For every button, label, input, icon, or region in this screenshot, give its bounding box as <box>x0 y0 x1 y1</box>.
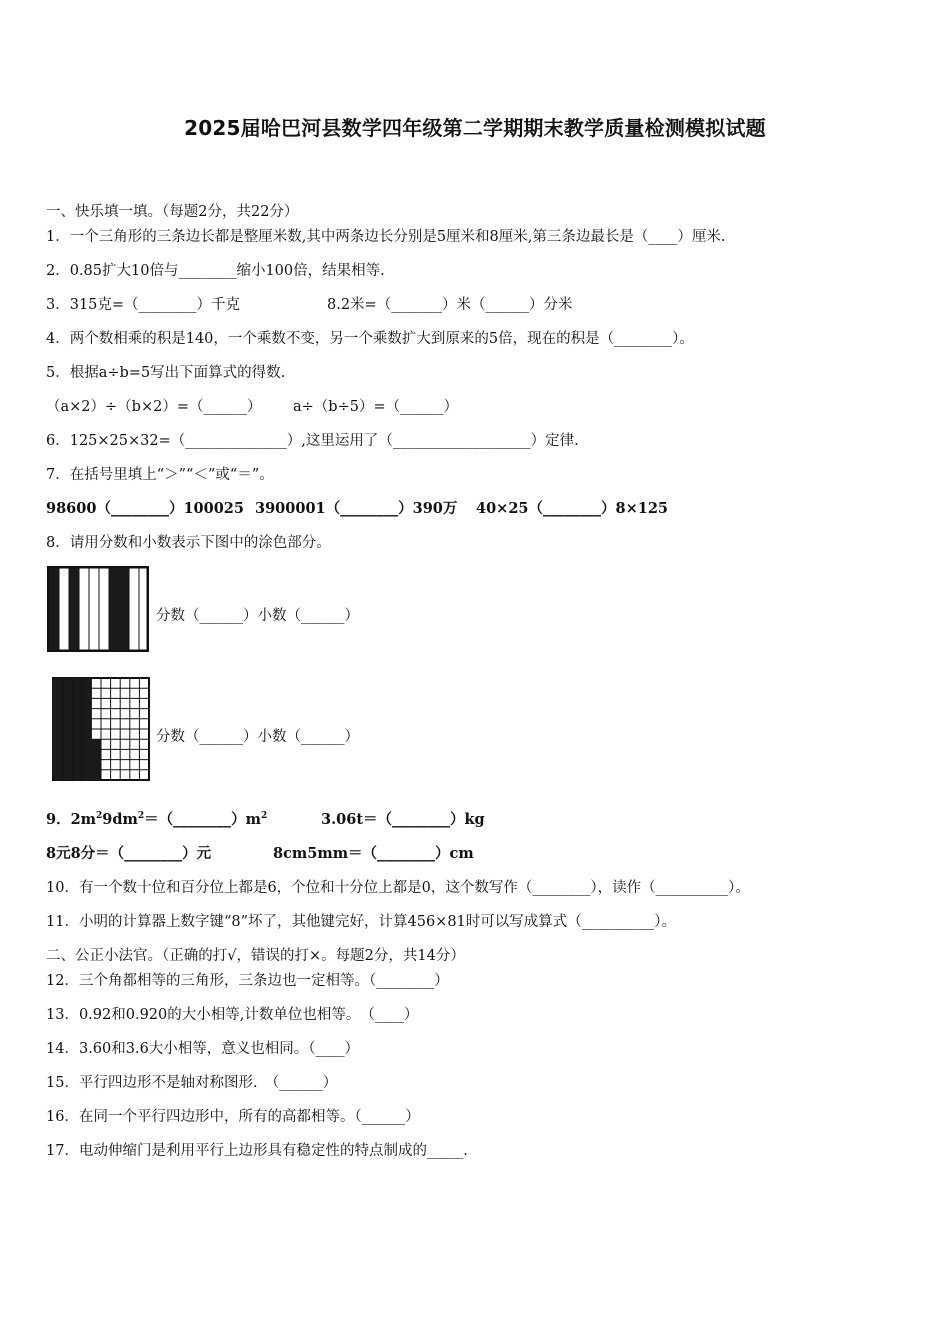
question-5: 5．根据a÷b=5写出下面算式的得数. <box>46 365 286 381</box>
question-17: 17．电动伸缩门是利用平行上边形具有稳定性的特点制成的_____. <box>46 1143 468 1159</box>
stripe-figure <box>47 566 149 652</box>
stripe-shaded-2 <box>69 568 79 650</box>
question-8: 8．请用分数和小数表示下图中的涂色部分。 <box>46 535 331 551</box>
stripe-blank-4 <box>99 568 109 650</box>
q9a-post: ＝（________）m <box>144 811 261 828</box>
question-10: 10．有一个数十位和百分位上都是6，个位和十分位上都是0，这个数写作（________），读作（__________）。 <box>46 880 750 896</box>
q9a-mid: 9dm <box>102 811 138 828</box>
grid-figure <box>52 677 150 781</box>
grid-shaded-cell <box>91 770 101 780</box>
question-7a: 98600（________）100025 <box>46 500 244 517</box>
section-1-heading: 一、快乐填一填。（每题2分，共22分） <box>46 204 299 220</box>
question-9c: 8元8分＝（________）元 <box>46 845 212 862</box>
q9a-sup2: 2 <box>137 811 145 822</box>
question-13: 13．0.92和0.920的大小相等,计数单位也相等。 （____） <box>46 1007 419 1023</box>
question-5a: （a×2）÷（b×2）=（______） <box>46 399 262 415</box>
stripe-shaded-1 <box>49 568 59 650</box>
grid-shaded-cell <box>91 739 101 749</box>
question-3a: 3．315克=（________）千克 <box>46 297 241 313</box>
stripe-shaded-4 <box>119 568 129 650</box>
figure-2-answer: 分数（______）小数（______） <box>156 729 359 745</box>
question-9b: 3.06t＝（________）kg <box>321 811 485 828</box>
question-4: 4．两个数相乘的积是140，一个乘数不变，另一个乘数扩大到原来的5倍，现在的积是（________）。 <box>46 331 694 347</box>
question-5b: a÷（b÷5）=（______） <box>293 399 459 415</box>
question-3b: 8.2米=（_______）米（______）分米 <box>327 297 573 313</box>
question-7: 7．在括号里填上“＞”“＜”或“＝”。 <box>46 467 274 483</box>
q9a-pre: 9．2m <box>46 811 97 828</box>
question-14: 14．3.60和3.6大小相等，意义也相同。（____） <box>46 1041 360 1057</box>
q9a-sup3: 2 <box>260 811 268 822</box>
stripe-blank-6 <box>139 568 147 650</box>
question-9a <box>46 810 267 830</box>
question-11: 11．小明的计算器上数字键“8”坏了，其他键完好，计算456×81时可以写成算式（__________）。 <box>46 914 677 930</box>
grid-partial-shade <box>91 739 101 780</box>
page-title: 2025届哈巴河县数学四年级第二学期期末教学质量检测模拟试题 <box>184 116 766 140</box>
question-7c: 40×25（________）8×125 <box>476 500 669 517</box>
question-9d: 8cm5mm＝（________）cm <box>273 845 474 862</box>
question-16: 16．在同一个平行四边形中，所有的高都相等。（______） <box>46 1109 420 1125</box>
stripe-blank-5 <box>129 568 139 650</box>
grid-shaded-cell <box>91 760 101 770</box>
grid-shaded-cell <box>91 749 101 759</box>
q9a-sup1: 2 <box>96 811 103 822</box>
section-2-heading: 二、公正小法官。（正确的打√，错误的打×。每题2分，共14分） <box>46 948 465 964</box>
stripe-blank-2 <box>79 568 89 650</box>
question-6: 6．125×25×32=（______________）,这里运用了（___________________）定律. <box>46 433 579 449</box>
question-15: 15．平行四边形不是轴对称图形. （______） <box>46 1075 338 1091</box>
stripe-blank-1 <box>59 568 69 650</box>
stripe-blank-3 <box>89 568 99 650</box>
question-12: 12．三个角都相等的三角形，三条边也一定相等。（________） <box>46 973 449 989</box>
figure-1-answer: 分数（______）小数（______） <box>156 608 359 624</box>
question-1: 1．一个三角形的三条边长都是整厘米数,其中两条边长分别是5厘米和8厘米,第三条边最长是（____）厘米. <box>46 229 726 245</box>
stripe-shaded-3 <box>109 568 119 650</box>
question-7b: 3900001（________）390万 <box>255 500 458 517</box>
question-2: 2．0.85扩大10倍与________缩小100倍，结果相等. <box>46 263 385 279</box>
